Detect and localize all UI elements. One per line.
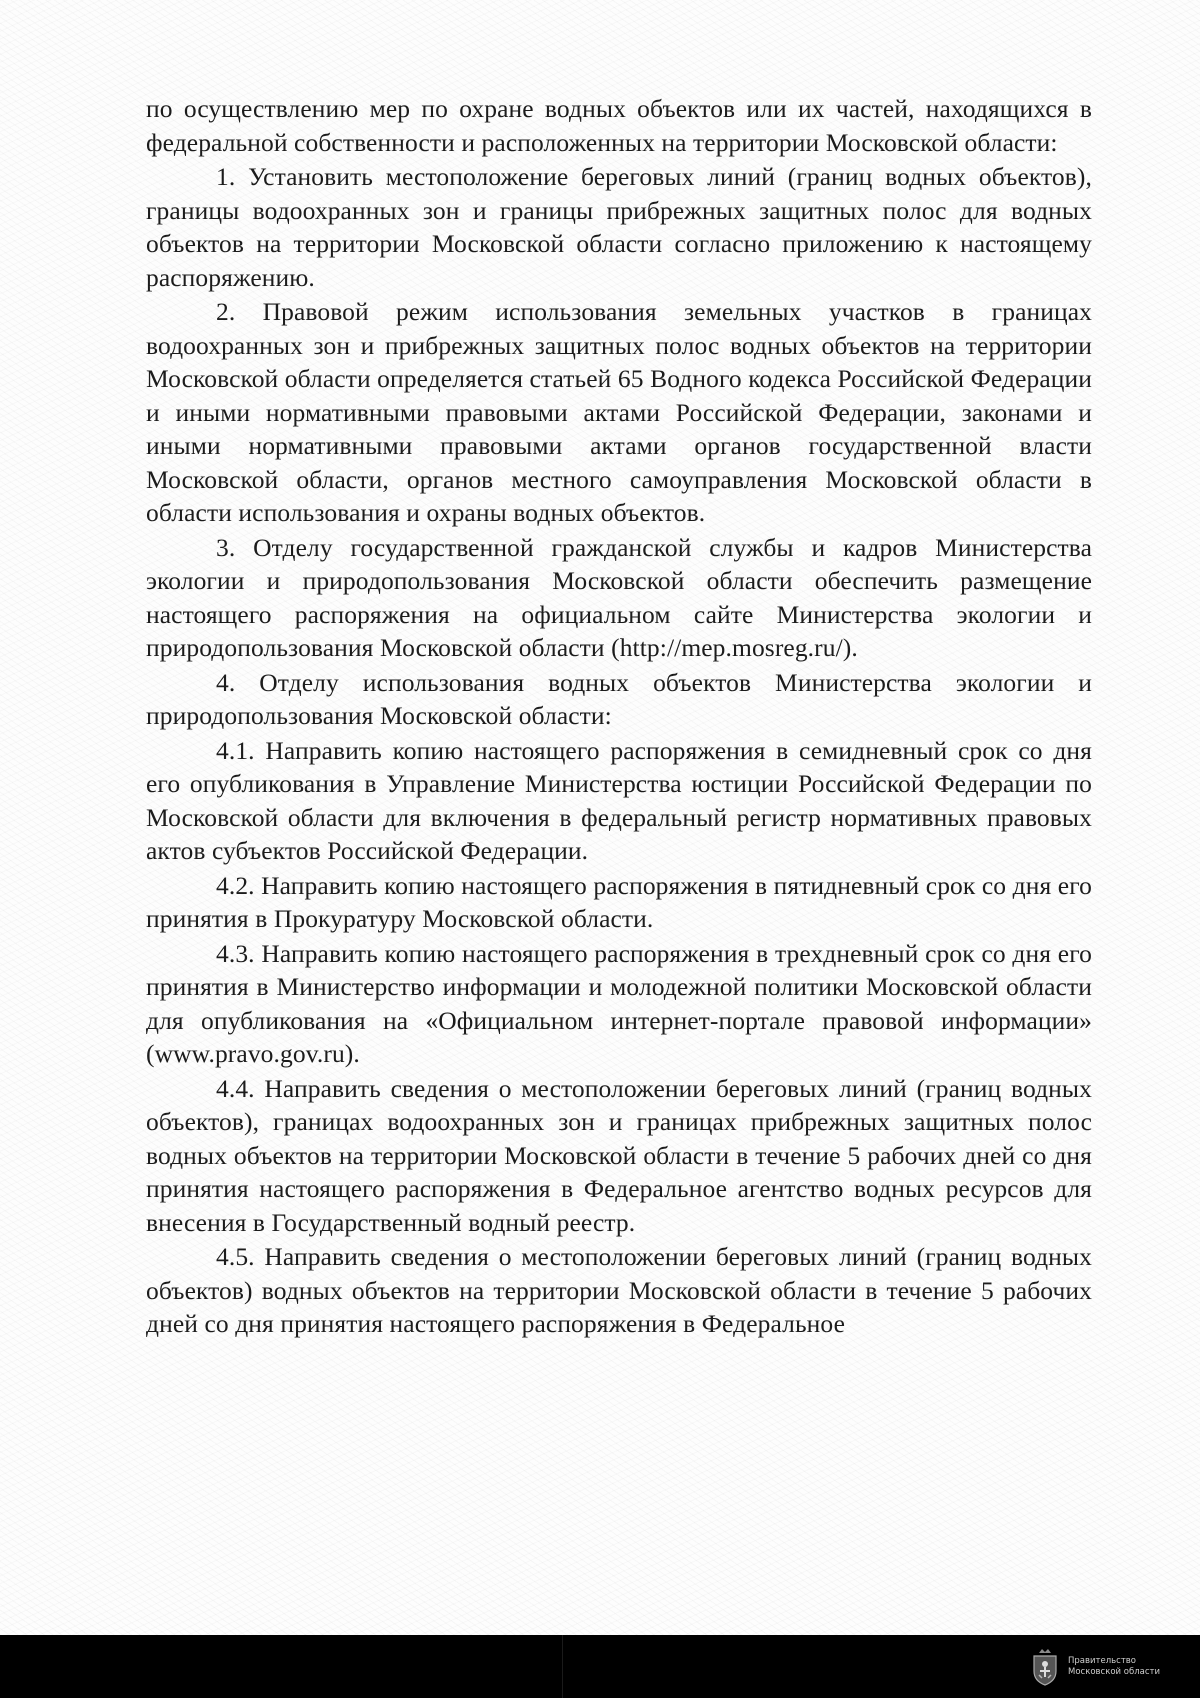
scanner-bottom-bar [0, 1635, 1200, 1698]
logo-text-line-2: Московской области [1068, 1667, 1161, 1677]
paragraph-item-4-5: 4.5. Направить сведения о местоположении береговых линий (границ водных объектов) водных объектов на территории Московской области в течение 5 рабочих дней со дня принятия настоящего распоряжения в Федеральное [146, 1242, 1092, 1338]
government-logo [1030, 1641, 1190, 1693]
bar-divider [562, 1635, 563, 1698]
paragraph-item-4: 4. Отделу использования водных объектов Министерства экологии и природопользования Московской области: [146, 667, 1092, 730]
logo-text-line-1: Правительство [1068, 1656, 1136, 1666]
paragraph-item-4-2: 4.2. Направить копию настоящего распоряжения в пятидневный срок со дня его принятия в Прокуратуру Московской области. [146, 870, 1092, 933]
logo-text [1068, 1656, 1160, 1678]
paragraph-item-3: 3. Отделу государственной гражданской службы и кадров Министерства экологии и природопользования Московской области обеспечить размещение настоящего распоряжения на официальном сайте Министерства экологии и природопользования Московской области (http://mep.mosreg.ru/). [146, 532, 1092, 662]
paragraph-item-4-1: 4.1. Направить копию настоящего распоряжения в семидневный срок со дня его опубликования в Управление Министерства юстиции Российской Федерации по Московской области для включения в федеральный регистр нормативных правовых актов субъектов Российской Федерации. [146, 735, 1092, 865]
paragraph-item-1: 1. Установить местоположение береговых линий (границ водных объектов), границы водоохранных зон и границы прибрежных защитных полос для водных объектов на территории Московской области согласно приложению к настоящему распоряжению. [146, 162, 1092, 292]
paragraph-item-4-4: 4.4. Направить сведения о местоположении береговых линий (границ водных объектов), границах водоохранных зон и границах прибрежных защитных полос водных объектов на территории Московской области в течение 5 рабочих дней со дня принятия настоящего распоряжения в Федеральное агентство водных ресурсов для внесения в Государственный водный реестр. [146, 1073, 1092, 1237]
paragraph-item-4-3: 4.3. Направить копию настоящего распоряжения в трехдневный срок со дня его принятия в Министерство информации и молодежной политики Московской области для опубликования на «Официальном интернет-портале правовой информации» (www.pravo.gov.ru). [146, 938, 1092, 1068]
paragraph-intro-continuation: по осуществлению мер по охране водных объектов или их частей, находящихся в федеральной собственности и расположенных на территории Московской области: [146, 94, 1092, 157]
document-body [146, 92, 1092, 1341]
paragraph-item-2: 2. Правовой режим использования земельных участков в границах водоохранных зон и прибрежных защитных полос водных объектов на территории Московской области определяется статьей 65 Водного кодекса Российской Федерации и иными нормативными правовыми актами Российской Федерации, законами и иными нормативными правовыми актами органов государственной власти Московской области, органов местного самоуправления Московской области в области использования и охраны водных объектов. [146, 297, 1092, 527]
coat-of-arms-icon [1030, 1647, 1060, 1687]
